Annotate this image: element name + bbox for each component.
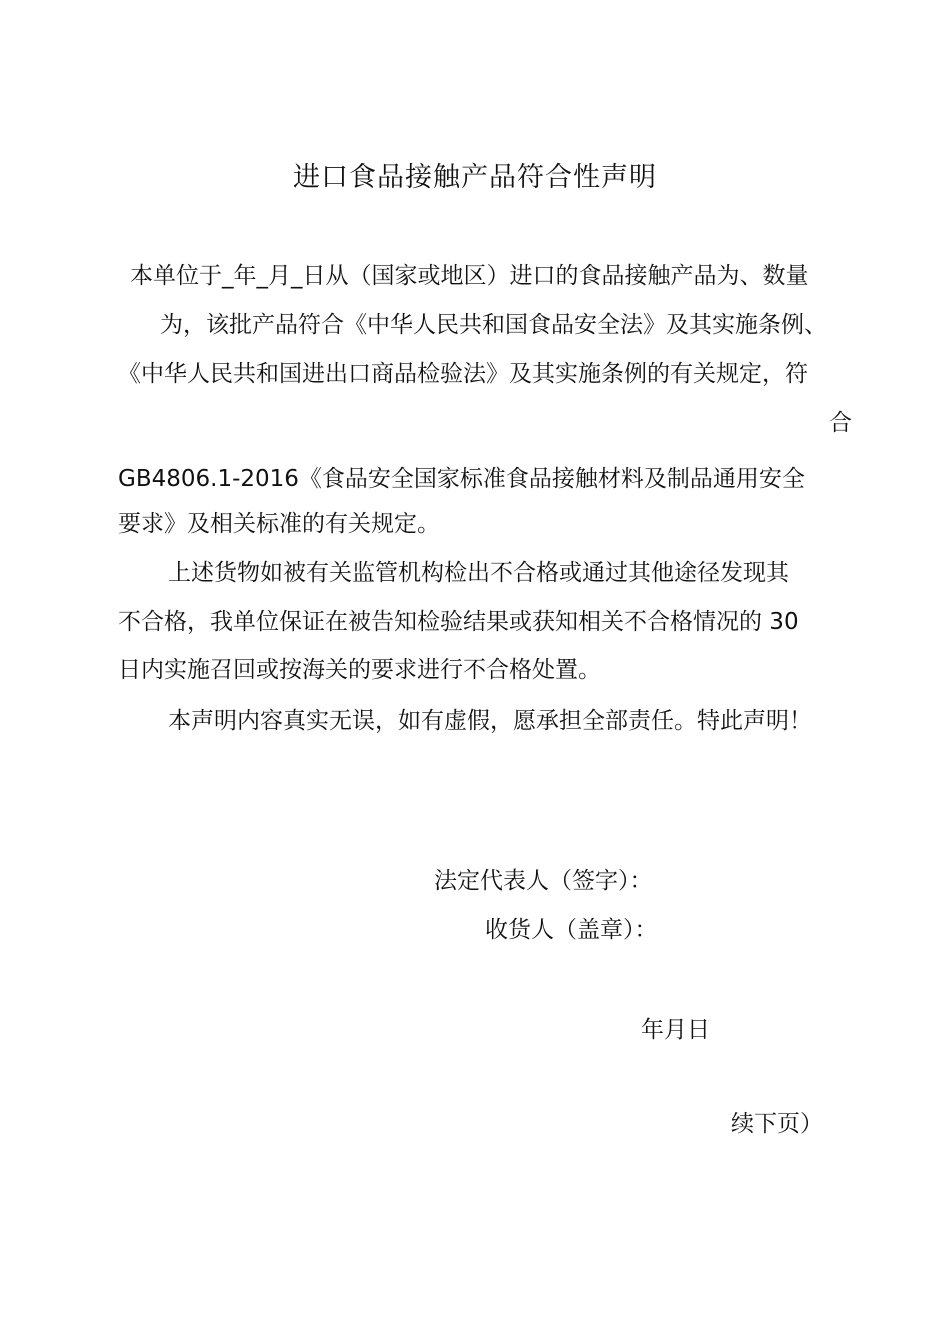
legal-representative-signature-line: 法定代表人（签字）： [434, 868, 653, 894]
paragraph-2-line-1: 上述货物如被有关监管机构检出不合格或通过其他途径发现其 [168, 560, 789, 586]
paragraph-3: 本声明内容真实无误，如有虚假，愿承担全部责任。特此声明！ [168, 708, 812, 734]
paragraph-2-line-3: 日内实施召回或按海关的要求进行不合格处置。 [118, 657, 601, 683]
date-line: 年月日 [641, 1017, 710, 1043]
declaration-title: 进口食品接触产品符合性声明 [293, 162, 657, 193]
paragraph-1-line-5: GB4806.1-2016《食品安全国家标准食品接触材料及制品通用安全 [118, 466, 805, 492]
paragraph-2-line-2: 不合格，我单位保证在被告知检验结果或获知相关不合格情况的 30 [118, 609, 799, 635]
paragraph-1-line-6: 要求》及相关标准的有关规定。 [118, 511, 440, 537]
consignee-seal-line: 收货人（盖章）： [485, 917, 658, 943]
paragraph-1-line-3: 《中华人民共和国进出口商品检验法》及其实施条例的有关规定，符 [118, 361, 808, 387]
paragraph-1-line-1: 本单位于_年_月_日从（国家或地区）进口的食品接触产品为、数量 [130, 263, 809, 289]
paragraph-1-line-2: 为，该批产品符合《中华人民共和国食品安全法》及其实施条例、 [160, 312, 827, 338]
paragraph-1-line-4: 合 [829, 410, 852, 436]
continued-on-next-page: 续下页） [731, 1111, 823, 1137]
